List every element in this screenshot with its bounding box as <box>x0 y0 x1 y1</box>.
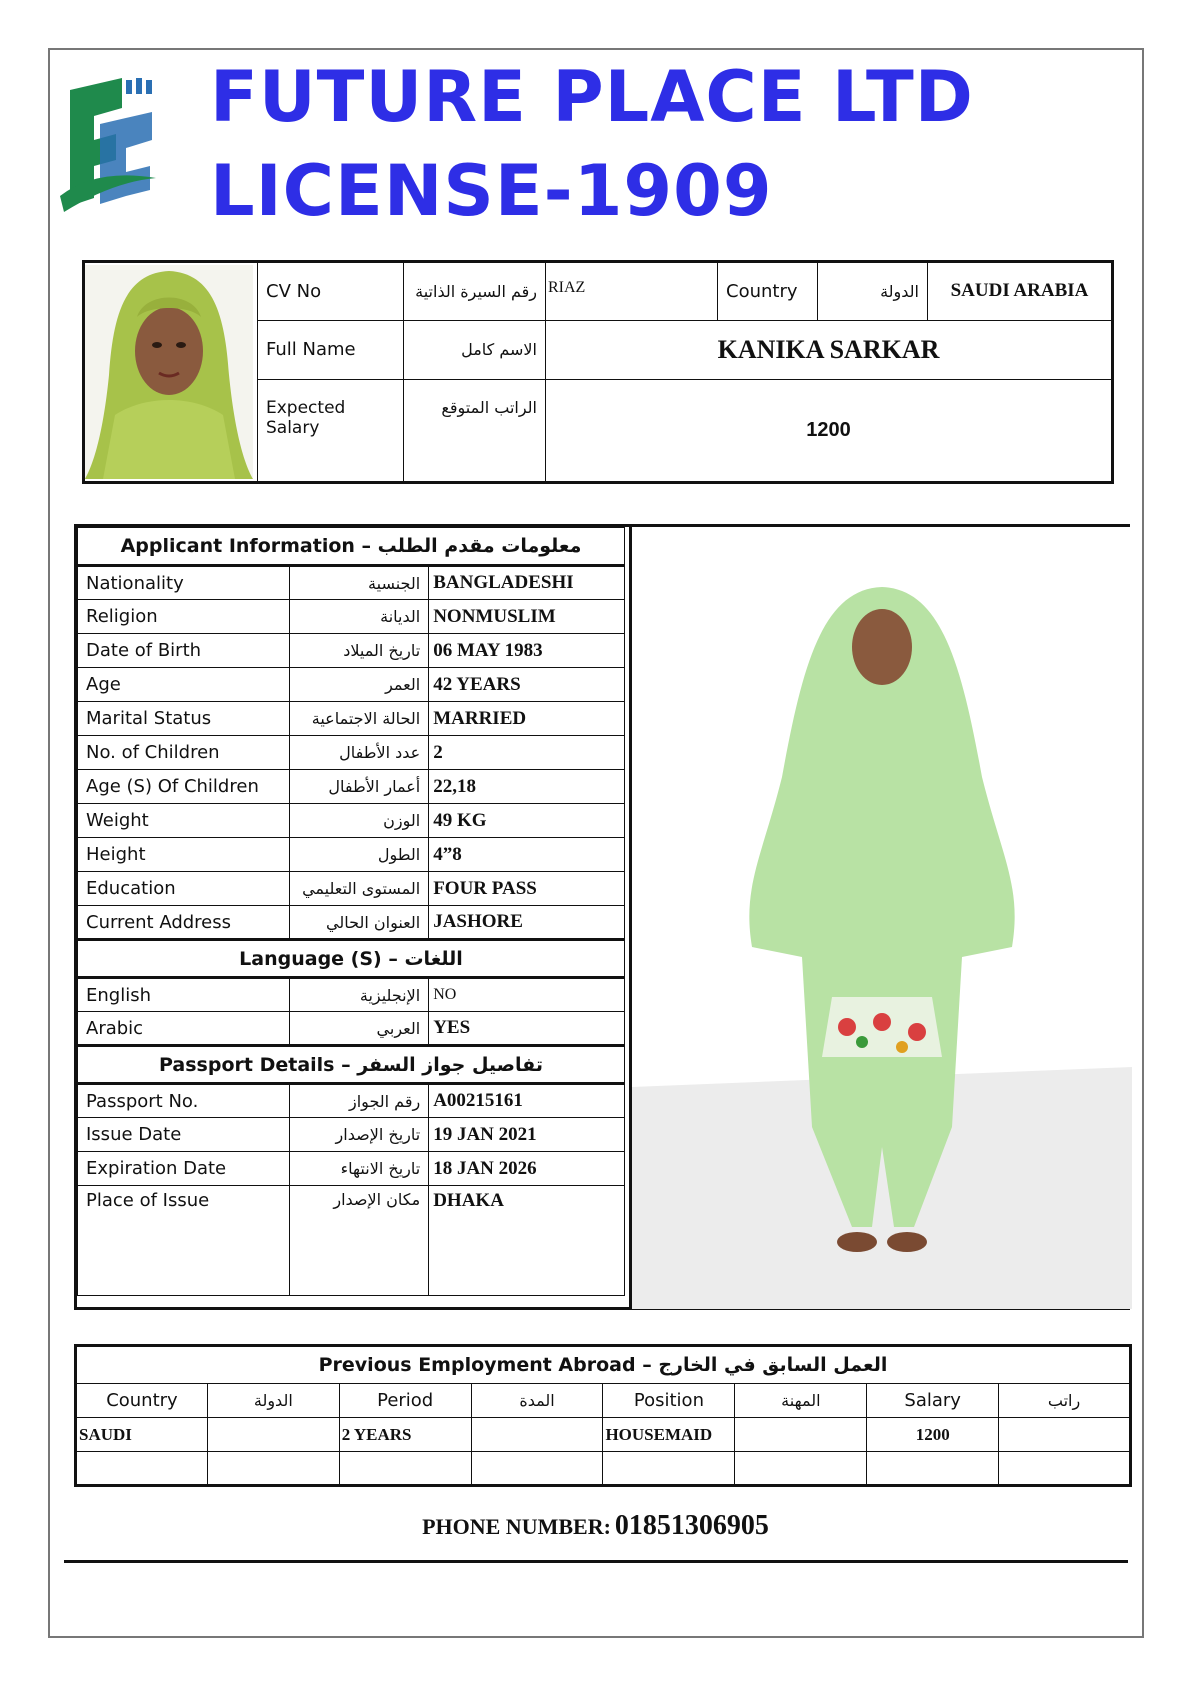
employment-heading: Previous Employment Abroad – العمل السابق في الخارج <box>76 1346 1131 1384</box>
emp-header-country-ar: الدولة <box>207 1384 339 1418</box>
applicant-row <box>78 702 625 736</box>
passport-label: Issue Date <box>78 1118 290 1152</box>
passport-label-ar: مكان الإصدار <box>289 1186 429 1296</box>
cv-no-label-ar: رقم السيرة الذاتية <box>404 262 546 321</box>
emp-header-salary-ar: راتب <box>999 1384 1131 1418</box>
applicant-label: No. of Children <box>78 736 290 770</box>
applicant-info-section <box>74 524 1130 1310</box>
applicant-value: 2 <box>429 736 625 770</box>
emp-position-value: HOUSEMAID <box>603 1418 735 1452</box>
cv-no-label: CV No <box>258 262 404 321</box>
emp-cell-empty <box>76 1452 208 1486</box>
applicant-row <box>78 634 625 668</box>
applicant-value: 4”8 <box>429 838 625 872</box>
portrait-photo-cell <box>84 262 258 483</box>
applicant-value: 49 KG <box>429 804 625 838</box>
passport-label: Expiration Date <box>78 1152 290 1186</box>
salary-label-ar: الراتب المتوقع <box>404 379 546 482</box>
phone-line <box>0 1510 1191 1542</box>
language-row <box>78 978 625 1012</box>
country-label-ar: الدولة <box>818 262 928 321</box>
full-body-photo <box>629 527 1132 1309</box>
language-label-ar: العربي <box>289 1012 429 1046</box>
summary-table <box>82 260 1114 484</box>
salary-value: 1200 <box>546 379 1113 482</box>
passport-value: DHAKA <box>429 1186 625 1296</box>
emp-header-country: Country <box>76 1384 208 1418</box>
emp-cell-empty <box>207 1418 339 1452</box>
language-label: English <box>78 978 290 1012</box>
applicant-label: Date of Birth <box>78 634 290 668</box>
language-label: Arabic <box>78 1012 290 1046</box>
applicant-value: MARRIED <box>429 702 625 736</box>
full-name-label-ar: الاسم كامل <box>404 320 546 379</box>
footer-divider <box>64 1560 1128 1563</box>
applicant-value: FOUR PASS <box>429 872 625 906</box>
applicant-label-ar: أعمار الأطفال <box>289 770 429 804</box>
applicant-label: Weight <box>78 804 290 838</box>
applicant-info-table <box>77 527 625 1296</box>
emp-cell-empty <box>999 1418 1131 1452</box>
applicant-value: 06 MAY 1983 <box>429 634 625 668</box>
applicant-label-ar: تاريخ الميلاد <box>289 634 429 668</box>
applicant-label-ar: المستوى التعليمي <box>289 872 429 906</box>
applicant-value: 42 YEARS <box>429 668 625 702</box>
employment-table <box>74 1344 1132 1487</box>
applicant-label: Height <box>78 838 290 872</box>
emp-header-period-ar: المدة <box>471 1384 603 1418</box>
phone-number: 01851306905 <box>614 1510 769 1541</box>
applicant-value: 22,18 <box>429 770 625 804</box>
phone-label: PHONE NUMBER: <box>422 1514 611 1539</box>
applicant-label: Age (S) Of Children <box>78 770 290 804</box>
emp-cell-empty <box>735 1452 867 1486</box>
language-value: YES <box>429 1012 625 1046</box>
applicant-value: NONMUSLIM <box>429 600 625 634</box>
passport-heading: Passport Details – تفاصيل جواز السفر <box>78 1046 625 1084</box>
language-heading: Language (S) – اللغات <box>78 940 625 978</box>
license-number: LICENSE-1909 <box>210 150 773 232</box>
full-name-label: Full Name <box>258 320 404 379</box>
cv-no-value: RIAZ <box>546 262 718 321</box>
applicant-label: Education <box>78 872 290 906</box>
passport-row <box>78 1152 625 1186</box>
passport-row <box>78 1118 625 1152</box>
applicant-label-ar: العنوان الحالي <box>289 906 429 940</box>
emp-header-period: Period <box>339 1384 471 1418</box>
salary-label: Expected Salary <box>258 379 404 482</box>
applicant-label: Age <box>78 668 290 702</box>
emp-cell-empty <box>867 1452 999 1486</box>
applicant-label-ar: الوزن <box>289 804 429 838</box>
emp-cell-empty <box>471 1418 603 1452</box>
passport-value: 18 JAN 2026 <box>429 1152 625 1186</box>
applicant-row <box>78 770 625 804</box>
applicant-value: JASHORE <box>429 906 625 940</box>
applicant-info-heading: Applicant Information – معلومات مقدم الطلب <box>78 528 625 566</box>
emp-cell-empty <box>603 1452 735 1486</box>
applicant-label: Marital Status <box>78 702 290 736</box>
emp-header-position-ar: المهنة <box>735 1384 867 1418</box>
applicant-row <box>78 668 625 702</box>
passport-value: 19 JAN 2021 <box>429 1118 625 1152</box>
applicant-row <box>78 600 625 634</box>
language-label-ar: الإنجليزية <box>289 978 429 1012</box>
emp-cell-empty <box>339 1452 471 1486</box>
full-name-value: KANIKA SARKAR <box>546 320 1113 379</box>
applicant-row <box>78 566 625 600</box>
applicant-label-ar: الديانة <box>289 600 429 634</box>
emp-country-value: SAUDI <box>76 1418 208 1452</box>
passport-row <box>78 1186 625 1296</box>
emp-salary-value: 1200 <box>867 1418 999 1452</box>
applicant-label-ar: العمر <box>289 668 429 702</box>
applicant-row <box>78 804 625 838</box>
applicant-label-ar: عدد الأطفال <box>289 736 429 770</box>
emp-cell-empty <box>735 1418 867 1452</box>
passport-row <box>78 1084 625 1118</box>
emp-cell-empty <box>999 1452 1131 1486</box>
company-name: FUTURE PLACE LTD <box>210 56 974 138</box>
applicant-label-ar: الحالة الاجتماعية <box>289 702 429 736</box>
company-logo <box>56 78 164 218</box>
emp-header-salary: Salary <box>867 1384 999 1418</box>
applicant-label-ar: الطول <box>289 838 429 872</box>
emp-period-value: 2 YEARS <box>339 1418 471 1452</box>
passport-label: Place of Issue <box>78 1186 290 1296</box>
applicant-label: Current Address <box>78 906 290 940</box>
passport-label-ar: تاريخ الإصدار <box>289 1118 429 1152</box>
language-row <box>78 1012 625 1046</box>
emp-header-position: Position <box>603 1384 735 1418</box>
country-label: Country <box>718 262 818 321</box>
passport-value: A00215161 <box>429 1084 625 1118</box>
passport-label-ar: رقم الجواز <box>289 1084 429 1118</box>
portrait-photo <box>85 265 253 479</box>
applicant-row <box>78 872 625 906</box>
applicant-label-ar: الجنسية <box>289 566 429 600</box>
emp-cell-empty <box>207 1452 339 1486</box>
emp-cell-empty <box>471 1452 603 1486</box>
passport-label-ar: تاريخ الانتهاء <box>289 1152 429 1186</box>
applicant-row <box>78 838 625 872</box>
language-value: NO <box>429 978 625 1012</box>
applicant-label: Nationality <box>78 566 290 600</box>
country-value: SAUDI ARABIA <box>928 262 1113 321</box>
applicant-row <box>78 906 625 940</box>
applicant-label: Religion <box>78 600 290 634</box>
applicant-value: BANGLADESHI <box>429 566 625 600</box>
passport-label: Passport No. <box>78 1084 290 1118</box>
applicant-row <box>78 736 625 770</box>
